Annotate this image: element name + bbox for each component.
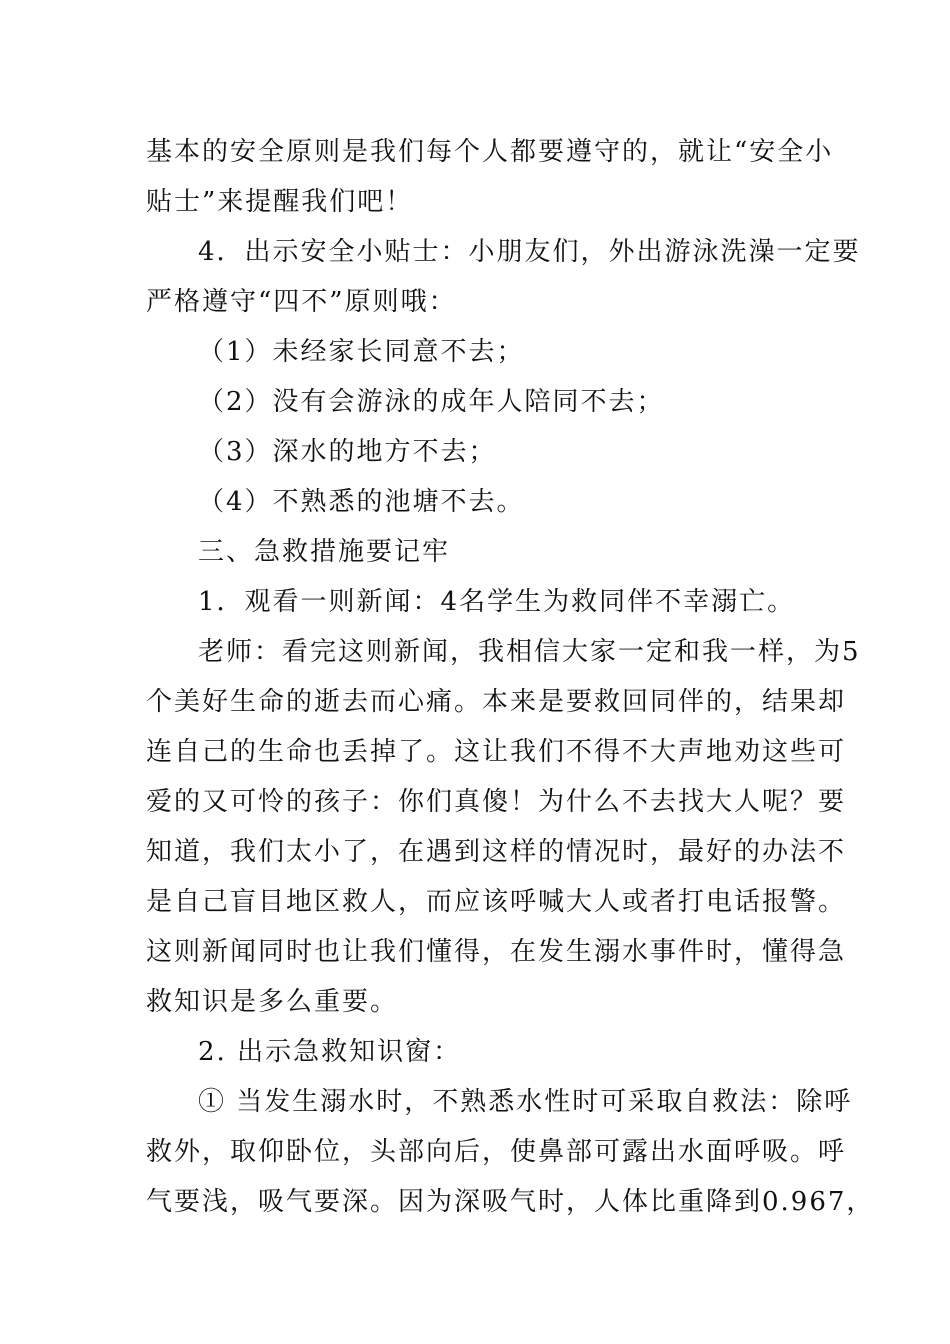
text-line: 贴士”来提醒我们吧！	[146, 187, 414, 217]
text-line: 严格遵守“四不”原则哦：	[146, 287, 457, 317]
text-line: 气要浅，吸气要深。因为深吸气时，人体比重降到0.967，	[146, 1187, 875, 1217]
list-item: （3）深水的地方不去；	[198, 437, 497, 467]
text-line: 基本的安全原则是我们每个人都要遵守的，就让“安全小	[146, 137, 834, 167]
list-item: （2）没有会游泳的成年人陪同不去；	[198, 387, 665, 417]
section-heading: 三、急救措施要记牢	[198, 537, 451, 567]
list-item: （1）未经家长同意不去；	[198, 337, 525, 367]
text-line: 个美好生命的逝去而心痛。本来是要救回同伴的，结果却	[146, 687, 847, 717]
text-line: 救外，取仰卧位，头部向后，使鼻部可露出水面呼吸。呼	[146, 1137, 847, 1167]
text-line: 1．观看一则新闻：4名学生为救同伴不幸溺亡。	[198, 587, 796, 617]
text-line: 连自己的生命也丢掉了。这让我们不得不大声地劝这些可	[146, 737, 847, 767]
text-line: 2. 出示急救知识窗：	[198, 1037, 462, 1067]
text-line: 知道，我们太小了，在遇到这样的情况时，最好的办法不	[146, 837, 847, 867]
text-line: 救知识是多么重要。	[146, 987, 399, 1017]
text-line: 是自己盲目地区救人，而应该呼喊大人或者打电话报警。	[146, 887, 847, 917]
text-line: 老师：看完这则新闻，我相信大家一定和我一样，为5	[198, 637, 861, 667]
text-line: 爱的又可怜的孩子：你们真傻！为什么不去找大人呢？要	[146, 787, 847, 817]
text-line: ① 当发生溺水时，不熟悉水性时可采取自救法：除呼	[198, 1087, 853, 1117]
list-item: （4）不熟悉的池塘不去。	[198, 487, 525, 517]
text-line: 4．出示安全小贴士：小朋友们，外出游泳洗澡一定要	[198, 237, 861, 267]
text-line: 这则新闻同时也让我们懂得，在发生溺水事件时，懂得急	[146, 937, 847, 967]
